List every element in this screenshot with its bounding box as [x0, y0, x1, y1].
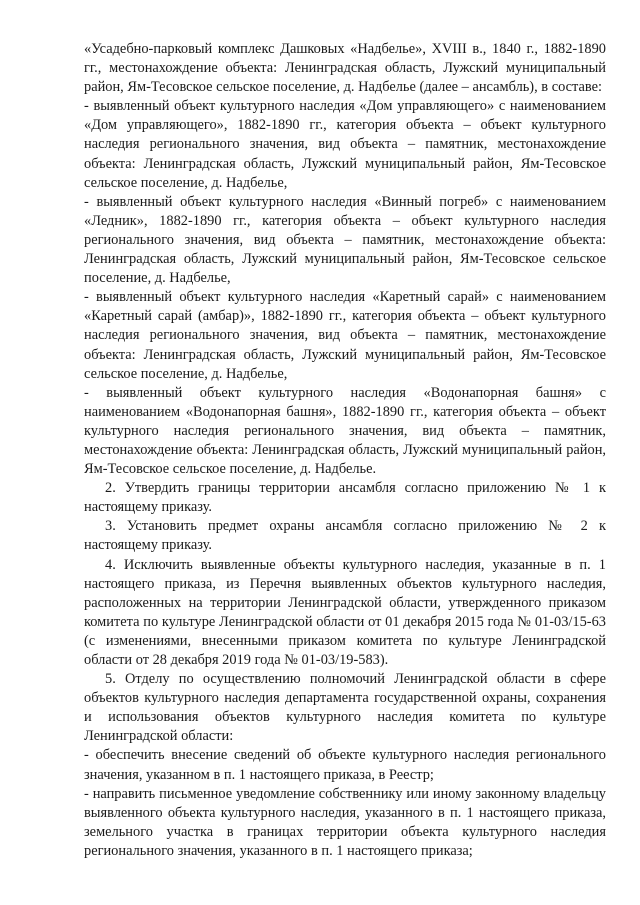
order-item-2: 2. Утвердить границы территории ансамбля согласно приложению № 1 к настоящему приказу. [84, 480, 606, 516]
order-item-3: 3. Установить предмет охраны ансамбля согласно приложению № 2 к настоящему приказу. [84, 518, 606, 554]
order-item-4: 4. Исключить выявленные объекты культурного наследия, указанные в п. 1 настоящего приказа, из Перечня выявленных объектов культурного наследия, расположенных на территории Ленинградской области, утвержденного приказом комитета по культуре Ленинградской области от 01 декабря 2015 года № 01-03/15-63 (с изменениями, внесенными приказом комитета по культуре Ленинградской области от 28 декабря 2019 года № 01-03/19-583). [84, 556, 606, 668]
order-item-5-subitem-registry: - обеспечить внесение сведений об объекте культурного наследия регионального значения, указанном в п. 1 настоящего приказа, в Реестр; [84, 747, 606, 783]
object-item-wine-cellar: - выявленный объект культурного наследия «Винный погреб» с наименованием «Ледник», 1882-1890 гг., категория объекта – объект культурного наследия регионального значения, вид объекта – памятник, местонахождение объекта: Ленинградская область, Лужский муниципальный район, Ям-Тесовское сельское поселение, д. Надбелье, [84, 193, 606, 287]
order-item-5-subitem-notification: - направить письменное уведомление собственнику или иному законному владельцу выявленного объекта культурного наследия, указанного в п. 1 настоящего приказа, земельного участка в границах территории объекта культурного наследия регионального значения, указанного в п. 1 настоящего приказа; [84, 785, 606, 859]
order-item-5: 5. Отделу по осуществлению полномочий Ленинградской области в сфере объектов культурного наследия департамента государственной охраны, сохранения и использования объектов культурного наследия комитета по культуре Ленинградской области: [84, 671, 606, 745]
object-item-manager-house: - выявленный объект культурного наследия «Дом управляющего» с наименованием «Дом управляющего», 1882-1890 гг., категория объекта – объект культурного наследия регионального значения, вид объекта – памятник, местонахождение объекта: Ленинградская область, Лужский муниципальный район, Ям-Тесовское сельское поселение, д. Надбелье, [84, 98, 606, 191]
object-item-water-tower: - выявленный объект культурного наследия «Водонапорная башня» с наименованием «Водонапорная башня», 1882-1890 гг., категория объекта – объект культурного наследия регионального значения, вид объекта – памятник, местонахождение объекта: Ленинградская область, Лужский муниципальный район, Ям-Тесовское сельское поселение, д. Надбелье. [84, 384, 606, 478]
object-item-carriage-shed: - выявленный объект культурного наследия «Каретный сарай» с наименованием «Каретный сарай (амбар)», 1882-1890 гг., категория объекта – объект культурного наследия регионального значения, вид объекта – памятник, местонахождение объекта: Ленинградская область, Лужский муниципальный район, Ям-Тесовское сельское поселение, д. Надбелье, [84, 289, 606, 382]
ensemble-paragraph: «Усадебно-парковый комплекс Дашковых «Надбелье», XVIII в., 1840 г., 1882-1890 гг., местонахождение объекта: Ленинградская область, Лужский муниципальный район, Ям-Тесовское сельское поселение, д. Надбелье (далее – ансамбль), в составе: [84, 41, 606, 96]
document-body [84, 40, 606, 861]
